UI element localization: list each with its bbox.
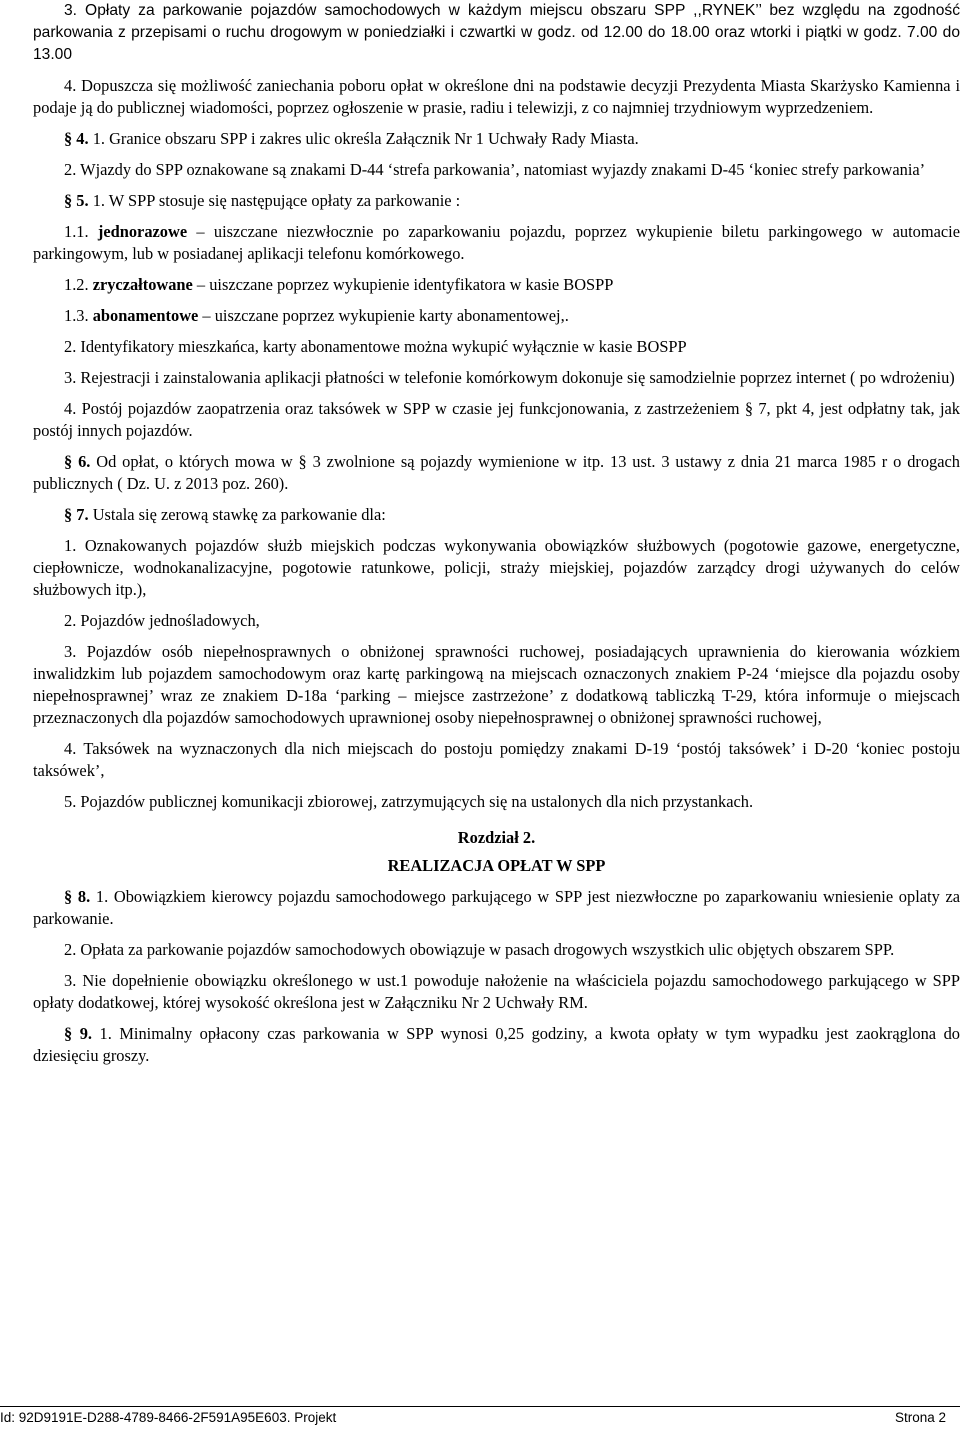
section-9-1	[33, 1023, 960, 1067]
section-6-heading: § 6.	[64, 452, 91, 471]
section-8-heading: § 8.	[64, 887, 91, 906]
document-page	[33, 0, 960, 1067]
page-footer	[0, 1406, 960, 1429]
section-6	[33, 451, 960, 495]
section-5-2: 2. Identyfikatory mieszkańca, karty abonamentowe można wykupić wyłącznie w kasie BOSPP	[64, 337, 687, 356]
section-9-heading: § 9.	[64, 1024, 92, 1043]
paragraph-4-waiver: 4. Dopuszcza się możliwość zaniechania poboru opłat w określone dni na podstawie decyzji Prezydenta Miasta Skarżysko Kamienna i podaje ją do publicznej wiadomości, poprzez ogłoszenie w prasie, radiu i telewizji, z co najmniej trzydniowym wyprzedzeniem.	[33, 76, 960, 117]
item-text: – uiszczane niezwłocznie po zaparkowaniu pojazdu, poprzez wykupienie biletu parkingowego w automacie parkingowym, lub w posiadanej aplikacji telefonu komórkowego.	[33, 222, 960, 263]
item-text: – uiszczane poprzez wykupienie karty abonamentowej,.	[198, 306, 569, 325]
page-number: Strona 2	[894, 1410, 946, 1425]
term-jednorazowe: jednorazowe	[97, 222, 188, 241]
section-4-1	[33, 128, 960, 150]
section-4-heading: § 4.	[64, 129, 89, 148]
term-abonamentowe: abonamentowe	[92, 306, 199, 325]
section-5-1-3	[33, 305, 960, 327]
section-8-1-text: 1. Obowiązkiem kierowcy pojazdu samochodowego parkującego w SPP jest niezwłoczne po zaparkowaniu wniesienie oplaty za parkowanie.	[33, 887, 960, 928]
section-7-2: 2. Pojazdów jednośladowych,	[64, 611, 260, 630]
document-id: Id: 92D9191E-D288-4789-8466-2F591A95E603. Projekt	[0, 1410, 337, 1425]
item-number: 1.3.	[64, 306, 93, 325]
section-6-text: Od opłat, o których mowa w § 3 zwolnione są pojazdy wymienione w itp. 13 ust. 3 ustawy z dnia 21 marca 1985 r o drogach publicznych ( Dz. U. z 2013 poz. 260).	[33, 452, 960, 493]
paragraph-3-fees: 3. Opłaty za parkowanie pojazdów samochodowych w każdym miejscu obszaru SPP ,,RYNEK’’ bez względu na zgodność parkowania z przepisami o ruchu drogowym w poniedziałki i czwartki w godz. od 12.00 do 18.00 oraz wtorki i piątki w godz. 7.00 do 13.00	[33, 2, 960, 63]
section-8-3: 3. Nie dopełnienie obowiązku określonego w ust.1 powoduje nałożenie na właściciela pojazdu samochodowego parkującego w SPP opłaty dodatkowej, której wysokość określona jest w Załączniku Nr 2 Uchwały RM.	[33, 971, 960, 1012]
chapter-heading: Rozdział 2.	[457, 828, 536, 847]
section-5-4: 4. Postój pojazdów zaopatrzenia oraz taksówek w SPP w czasie jej funkcjonowania, z zastrzeżeniem § 7, pkt 4, jest odpłatny tak, jak postój innych pojazdów.	[33, 399, 960, 440]
section-9-1-text: 1. Minimalny opłacony czas parkowania w SPP wynosi 0,25 godziny, a kwota opłaty w tym wypadku jest zaokrąglona do dziesięciu groszy.	[33, 1024, 960, 1065]
section-8-1	[33, 886, 960, 930]
section-5-3: 3. Rejestracji i zainstalowania aplikacji płatności w telefonie komórkowym dokonuje się samodzielnie poprzez internet ( po wdrożeniu)	[64, 368, 955, 387]
section-5-heading: § 5.	[64, 191, 89, 210]
term-zryczaltowane: zryczałtowane	[92, 275, 193, 294]
section-7-text: Ustala się zerową stawkę za parkowanie dla:	[88, 505, 386, 524]
section-4-2: 2. Wjazdy do SPP oznakowane są znakami D-44 ‘strefa parkowania’, natomiast wyjazdy znakami D-45 ‘koniec strefy parkowania’	[64, 160, 926, 179]
section-4-1-text: 1. Granice obszaru SPP i zakres ulic określa Załącznik Nr 1 Uchwały Rady Miasta.	[88, 129, 639, 148]
section-7-4: 4. Taksówek na wyznaczonych dla nich miejscach do postoju pomiędzy znakami D-19 ‘postój taksówek’ i D-20 ‘koniec postoju taksówek’,	[33, 739, 960, 780]
item-text: – uiszczane poprzez wykupienie identyfikatora w kasie BOSPP	[192, 275, 614, 294]
section-5-1-1	[33, 221, 960, 265]
item-number: 1.1.	[64, 222, 98, 241]
section-5-1	[33, 190, 960, 212]
chapter-title: REALIZACJA OPŁAT W SPP	[387, 856, 606, 875]
section-7-5: 5. Pojazdów publicznej komunikacji zbiorowej, zatrzymujących się na ustalonych dla nich przystankach.	[64, 792, 754, 811]
section-7-heading: § 7.	[64, 505, 89, 524]
section-7-3: 3. Pojazdów osób niepełnosprawnych o obniżonej sprawności ruchowej, posiadających uprawnienia do kierowania wózkiem inwalidzkim lub pojazdem samochodowym oraz kartę parkingową na miejscach oznaczonych znakiem P-24 ‘miejsce dla pojazdu osoby niepełnosprawnej’ wraz ze znakiem D-18a ‘parking – miejsce zastrzeżone’ z dodatkową tabliczką T-29, która informuje o miejscach przeznaczonych dla pojazdów samochodowych uprawnionej osoby niepełnosprawnej o obniżonej sprawności ruchowej,	[33, 642, 960, 727]
section-8-2: 2. Opłata za parkowanie pojazdów samochodowych obowiązuje w pasach drogowych wszystkich ulic objętych obszarem SPP.	[64, 940, 895, 959]
section-7	[33, 504, 960, 526]
item-number: 1.2.	[64, 275, 93, 294]
section-7-1: 1. Oznakowanych pojazdów służb miejskich podczas wykonywania obowiązków służbowych (pogotowie gazowe, energetyczne, ciepłownicze, wodnokanalizacyjne, pogotowie ratunkowe, policji, straży miejskiej, pojazdów zarządcy drogi używanych do celów służbowych itp.),	[33, 536, 960, 599]
section-5-1-2	[33, 274, 960, 296]
section-5-1-text: 1. W SPP stosuje się następujące opłaty za parkowanie :	[88, 191, 461, 210]
